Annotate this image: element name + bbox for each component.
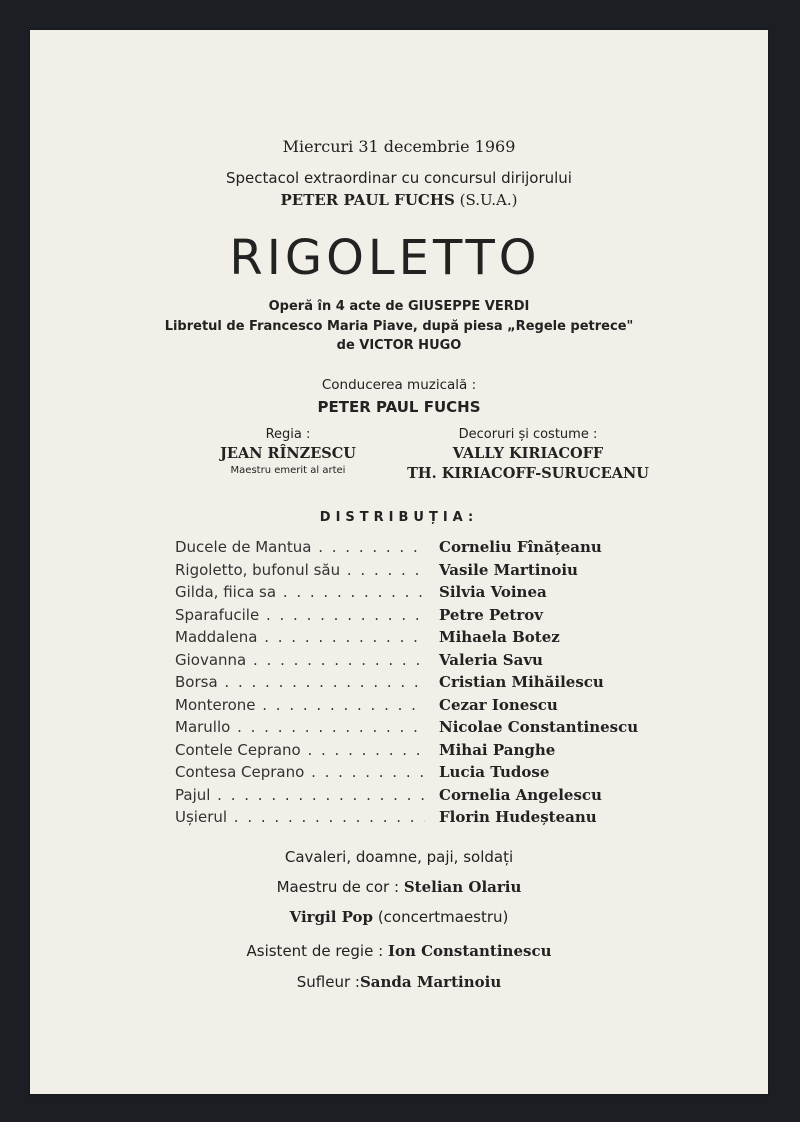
concertmaster-note: (concertmaestru) bbox=[377, 908, 509, 926]
libretto-line: Libretul de Francesco Maria Piave, după piesa „Regele petrece" bbox=[164, 319, 634, 334]
chorus-label: Maestru de cor : bbox=[276, 878, 400, 896]
cast-role: Ducele de Mantua . . . bbox=[175, 538, 425, 556]
designer-name-1: VALLY KIRIACOFF bbox=[452, 445, 604, 462]
cast-row bbox=[175, 673, 675, 696]
director-title: Maestru emerit al artei bbox=[230, 465, 346, 476]
cast-role: Rigoletto, bufonul său . . . bbox=[175, 561, 425, 579]
cast-list bbox=[175, 538, 675, 831]
opera-title: RIGOLETTO bbox=[229, 230, 541, 286]
cast-role: Monterone . . . bbox=[175, 696, 425, 714]
cast-row bbox=[175, 696, 675, 719]
cast-row bbox=[175, 606, 675, 629]
cast-actor: Vasile Martinoiu bbox=[439, 560, 578, 579]
prompter-name: Sanda Martinoiu bbox=[359, 973, 502, 991]
cast-role: Marullo . . . bbox=[175, 718, 425, 736]
cast-row bbox=[175, 763, 675, 786]
cast-role: Sparafucile . . . bbox=[175, 606, 425, 624]
cast-row bbox=[175, 808, 675, 831]
cast-role: Gilda, fiica sa . . . bbox=[175, 583, 425, 601]
guest-conductor-line bbox=[30, 191, 768, 209]
cast-actor: Silvia Voinea bbox=[439, 583, 547, 601]
direction-block bbox=[178, 427, 398, 487]
cast-row bbox=[175, 786, 675, 809]
direction-label: Regia : bbox=[265, 427, 311, 442]
opera-subtitle: Operă în 4 acte de GIUSEPPE VERDI bbox=[268, 299, 530, 314]
guest-conductor-country: (S.U.A.) bbox=[459, 191, 518, 209]
music-direction-name: PETER PAUL FUCHS bbox=[317, 398, 481, 416]
special-performance-line: Spectacol extraordinar cu concursul dirijorului bbox=[226, 169, 572, 187]
cast-row bbox=[175, 718, 675, 741]
prompter-label: Sufleur : bbox=[296, 973, 360, 991]
design-label: Decoruri și costume : bbox=[458, 427, 598, 442]
cast-row bbox=[175, 538, 675, 561]
concertmaster-name: Virgil Pop bbox=[289, 908, 374, 926]
guest-conductor-name: PETER PAUL FUCHS bbox=[280, 191, 455, 209]
cast-actor: Valeria Savu bbox=[439, 650, 543, 669]
cast-heading: DISTRIBUȚIA: bbox=[319, 510, 479, 525]
cast-actor: Mihaela Botez bbox=[439, 628, 560, 646]
author-line: de VICTOR HUGO bbox=[336, 338, 462, 353]
assistant-line bbox=[30, 942, 768, 960]
cast-row bbox=[175, 561, 675, 584]
cast-actor: Cornelia Angelescu bbox=[439, 785, 602, 804]
cast-actor: Nicolae Constantinescu bbox=[439, 718, 639, 736]
design-block bbox=[378, 427, 678, 487]
cast-role: Ușierul . . . bbox=[175, 808, 425, 826]
cast-actor: Petre Petrov bbox=[439, 605, 543, 624]
cast-role: Pajul . . . bbox=[175, 786, 425, 804]
music-direction-label: Conducerea muzicală : bbox=[321, 377, 477, 393]
cast-actor: Cristian Mihăilescu bbox=[439, 673, 604, 691]
cast-role: Contesa Ceprano . . . bbox=[175, 763, 425, 781]
cast-role: Contele Ceprano . . . bbox=[175, 741, 425, 759]
chorus-master-name: Stelian Olariu bbox=[403, 878, 522, 896]
cast-actor: Lucia Tudose bbox=[439, 763, 550, 781]
cast-role: Borsa . . . bbox=[175, 673, 425, 691]
cast-row bbox=[175, 628, 675, 651]
cast-actor: Corneliu Fînățeanu bbox=[439, 538, 602, 556]
cast-actor: Mihai Panghe bbox=[439, 740, 556, 759]
concertmaster-line bbox=[30, 908, 768, 926]
assistant-label: Asistent de regie : bbox=[246, 942, 384, 960]
cast-row bbox=[175, 651, 675, 674]
assistant-name: Ion Constantinescu bbox=[387, 942, 552, 960]
program-sheet bbox=[30, 30, 768, 1094]
cast-actor: Cezar Ionescu bbox=[439, 695, 558, 714]
director-name: JEAN RÎNZESCU bbox=[220, 445, 356, 462]
cast-actor: Florin Hudeșteanu bbox=[439, 808, 597, 826]
cast-row bbox=[175, 583, 675, 606]
designer-name-2: TH. KIRIACOFF-SURUCEANU bbox=[407, 465, 649, 482]
cast-row bbox=[175, 741, 675, 764]
chorus-line bbox=[30, 878, 768, 896]
performance-date: Miercuri 31 decembrie 1969 bbox=[282, 137, 516, 156]
cast-role: Maddalena . . . bbox=[175, 628, 425, 646]
cast-role: Giovanna . . . bbox=[175, 651, 425, 669]
crowd-line: Cavaleri, doamne, paji, soldați bbox=[284, 848, 514, 866]
prompter-line bbox=[30, 973, 768, 991]
